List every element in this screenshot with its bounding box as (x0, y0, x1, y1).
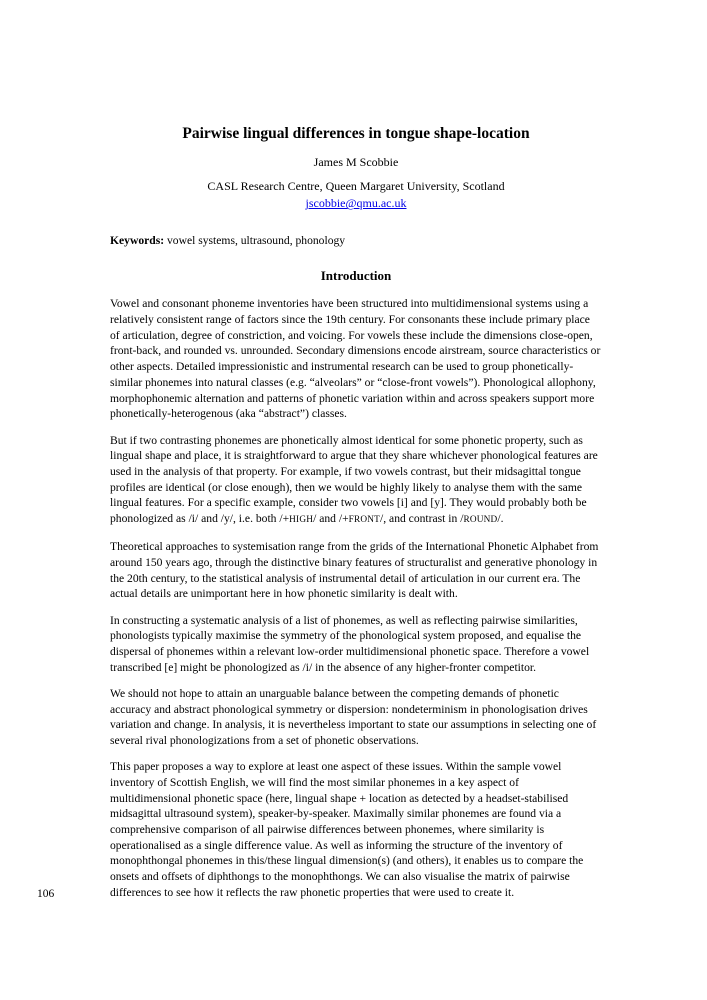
paper-affiliation: CASL Research Centre, Queen Margaret University, Scotland (207, 179, 505, 194)
email-line (110, 196, 602, 211)
body-paragraph: In constructing a systematic analysis of a list of phonemes, as well as reflecting pairwise similarities, phonologists typically maximise the symmetry of the phonological system proposed, and equalise the dispersal of phonemes within a relevant low-order multidimensional phonetic space. Therefore a vowel transcribed [e] might be phonologized as /i/ in the absence of any higher-fronter competitor. (110, 613, 590, 674)
page-number: 106 (37, 888, 55, 900)
keywords-line (110, 234, 602, 247)
body-paragraph: We should not hope to attain an unarguable balance between the competing demands of phonetic accuracy and abstract phonological symmetry or dispersion: nondeterminism in phonologisation drives variation and change. In analysis, it is nevertheless important to state our assumptions in selecting one of several rival phonologizations from a set of phonetic observations. (110, 686, 597, 747)
introduction-paragraphs (110, 296, 602, 900)
section-heading-introduction: Introduction (320, 268, 392, 284)
email-link[interactable]: jscobbie@qmu.ac.uk (305, 196, 407, 211)
body-paragraph: But if two contrasting phonemes are phonetically almost identical for some phonetic property, such as lingual shape and place, it is straightforward to argue that they share whichever phonological features are used in the analysis of that property. For example, if two vowels contrast, but their midsagittal tongue profiles are identical (or close enough), then we would be highly likely to analyse them with the same lingual features. For a specific example, consider two vowels [i] and [y]. They would probably both be phonologized as /i/ and /y/, i.e. both /+HIGH/ and /+FRONT/, and contrast in /ROUND/. (110, 433, 598, 526)
body-paragraph: Theoretical approaches to systemisation range from the grids of the International Phonetic Alphabet from around 150 years ago, through the distinctive binary features of structuralist and generative phonology in the 20th century, to the statistical analysis of instrumental detail of articulation in our current era. The actual details are unimportant here in how phonetic similarity is dealt with. (110, 540, 599, 601)
paper-author: James M Scobbie (313, 155, 399, 170)
body-paragraph: Vowel and consonant phoneme inventories have been structured into multidimensional systems using a relatively consistent range of factors since the 19th century. For consonants these include primary place of articulation, degree of constriction, and voicing. For vowels these include the dimensions close-open, front-back, and rounded vs. unrounded. Secondary dimensions encode airstream, source characteristics or other aspects. Detailed impressionistic and instrumental research can be used to group phonetically-similar phonemes into natural classes (e.g. “alveolars” or “close-front vowels”). Phonological allophony, morphophonemic alternation and patterns of phonetic variation within and across speakers support more phonetically-heterogenous (aka “abstract”) classes. (110, 297, 601, 421)
paper-title: Pairwise lingual differences in tongue shape-location (182, 125, 530, 142)
keywords-text: vowel systems, ultrasound, phonology (164, 234, 346, 248)
keywords-label: Keywords: (110, 234, 165, 248)
body-paragraph: This paper proposes a way to explore at least one aspect of these issues. Within the sample vowel inventory of Scottish English, we will find the most similar phonemes in a key aspect of multidimensional phonetic space (here, lingual shape + location as detected by a headset-stabilised midsagittal ultrasound system), speaker-by-speaker. Maximally similar phonemes are found via a comprehensive comparison of all pairwise differences between phonemes, where similarity is operationalised as a single difference value. As well as informing the structure of the inventory of monophthongal phonemes in this/these lingual dimension(s) (and others), it enables us to compare the onsets and offsets of diphthongs to the monophthongs. We can also visualise the matrix of pairwise differences to see how it reflects the raw phonetic properties that were used to create it. (110, 760, 584, 899)
